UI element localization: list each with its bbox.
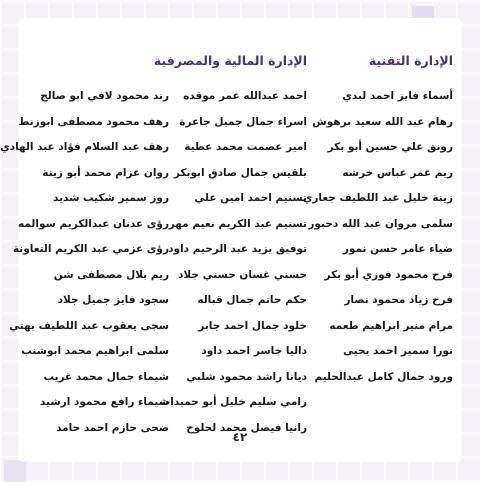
- name-row: روز سمير شكيب شديد: [53, 192, 169, 204]
- name-row: روان عزام محمد أبو زينة: [42, 166, 169, 179]
- name-row: رهام عبد الله سعيد برهوش: [312, 115, 453, 128]
- name-row: رهف محمود مصطفى ابوزنط: [18, 115, 169, 128]
- name-row: سجود فايز جميل جلاد: [57, 294, 169, 306]
- name-row: تسنيم احمد امين علي: [194, 192, 307, 204]
- name-row: حكم حاتم جمال قباله: [197, 294, 307, 306]
- name-row: ضحى حازم احمد حامد: [56, 421, 169, 434]
- finance-names-column-2: [0, 84, 169, 441]
- name-row: تسنيم عبد الكريم نعيم مهر: [168, 217, 307, 230]
- decor-tile: [4, 460, 26, 482]
- name-row: زينة خليل عبد اللطيف جعاري: [302, 192, 453, 204]
- name-row: احمد عبدالله عمر موقده: [183, 90, 307, 102]
- name-row: ضياء عامر حسن نمور: [342, 243, 453, 255]
- name-row: أسماء فايز احمد لبدي: [342, 90, 453, 102]
- name-row: ريم عمر عباس خرشه: [342, 166, 453, 179]
- name-row: سجى يعقوب عبد اللطيف بهتي: [9, 319, 169, 332]
- name-row: سلمى مروان عبد الله دحبور: [308, 217, 453, 230]
- name-row: بلقيس جمال صادق ابوبكر: [173, 166, 307, 179]
- name-row: سلمى ابراهيم محمد ابوشنب: [21, 345, 169, 357]
- name-row: رؤى عزمي عبد الكريم التعاونة: [12, 243, 169, 255]
- name-row: ريم بلال مصطفى شن: [53, 268, 169, 281]
- name-row: امير عصمت محمد عطية: [184, 141, 307, 153]
- name-row: مرام منير ابراهيم طعمه: [329, 319, 453, 332]
- name-row: توفيق يزيد عبد الرحيم داود: [168, 243, 307, 255]
- name-row: حسني غسان حسني جلاد: [178, 268, 307, 281]
- name-row: رند محمود لافي ابو صالح: [40, 90, 169, 102]
- name-row: رؤى عدنان عبدالكريم سوالمه: [18, 217, 169, 230]
- name-row: اسراء جمال جميل جاعرة: [179, 115, 307, 128]
- name-row: فرح محمود فوزي أبو بكر: [324, 268, 453, 281]
- finance-names-column-1: [159, 84, 307, 441]
- name-row: شيماء رافع محمود ارشيد: [39, 396, 169, 408]
- heading-finance-department: الإدارة المالية والمصرفية: [153, 53, 307, 68]
- heading-tech-department: الإدارة التقنية: [368, 53, 453, 68]
- name-row: رهف عبد السلام فؤاد عبد الهادي: [0, 141, 169, 153]
- name-row: رامي سليم خليل أبو حميدات: [159, 396, 307, 408]
- name-row: رانيا فيصل محمد لحلوح: [186, 421, 307, 434]
- page-number: ٤٢: [232, 430, 248, 444]
- name-row: داليا جاسر احمد داود: [201, 345, 307, 357]
- name-row: خلود جمال احمد جابر: [198, 319, 307, 332]
- name-row: شيماء جمال محمد غريب: [43, 370, 169, 383]
- name-row: ورود جمال كامل عبدالحليم: [314, 370, 453, 383]
- tech-names-column: [302, 84, 453, 390]
- name-row: ديانا راشد محمود شلبي: [186, 370, 307, 383]
- name-row: نورا سمير احمد يحيى: [342, 345, 453, 357]
- name-row: رونق علي حسين أبو بكر: [327, 141, 453, 153]
- name-row: فرح زياد محمود نصار: [344, 294, 453, 306]
